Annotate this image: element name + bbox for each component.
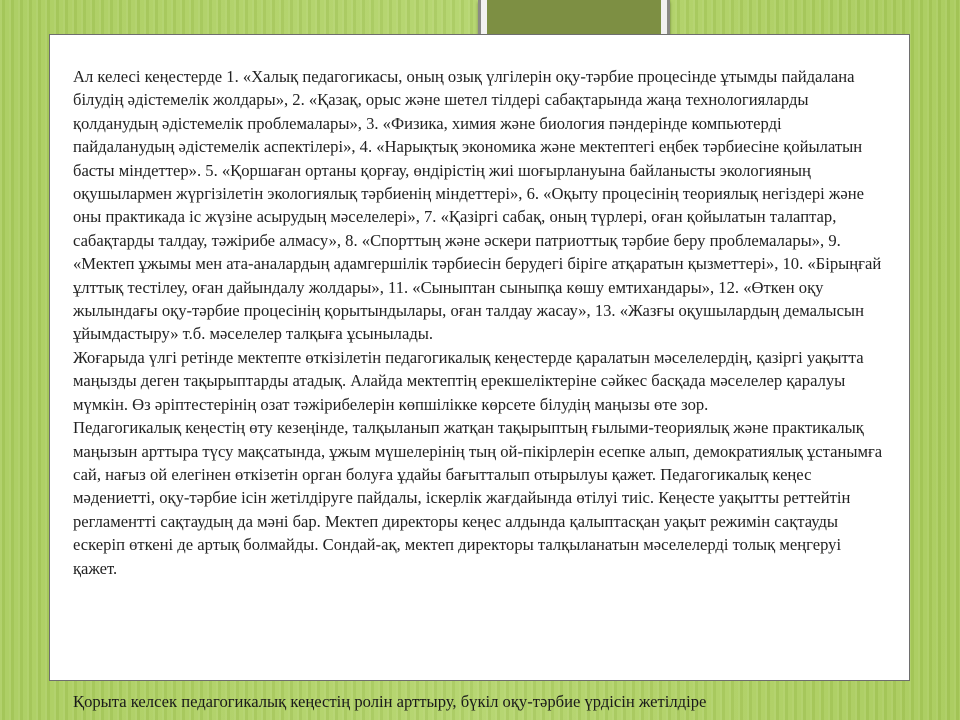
- paragraph-school-topics: Жоғарыда үлгі ретінде мектепте өткізілетін педагогикалық кеңестерде қаралатын мәселелердің, қазіргі уақытта маңызды деген тақырыптарды атадық. Алайда мектептің ерекшеліктеріне сәйкес басқада мәселелер қаралуы мүмкін. Өз әріптестерінің озат тәжірибелерін көпшілікке көрсете білудің маңызы өте зор.: [73, 347, 864, 414]
- slide-text-block: [73, 65, 885, 580]
- overflow-text-line: Қорыта келсек педагогикалық кеңестің ролін арттыру, бүкіл оқу-тәрбие үрдісін жетілдіре: [73, 692, 707, 711]
- paragraph-council-topics: Ал келесі кеңестерде 1. «Халық педагогикасы, оның озық үлгілерін оқу-тәрбие процесінде ұтымды пайдалана білудің әдістемелік жолдары», 2. «Қазақ, орыс және шетел тілдері сабақтарында жаңа технологияларды қолданудың әдістемелік проблемалары», 3. «Физика, химия және биология пәндерінде компьютерді пайдаланудың әдістемелік аспектілері», 4. «Нарықтық экономика және мектептегі еңбек тәрбиесіне қойылатын басты міндеттер». 5. «Қоршаған ортаны қорғау, өндірістің жиі шоғырлануына байланысты экологияның оқушылармен жүргізілетін экологиялық тәрбиенің міндеттері», 6. «Оқыту процесінің теориялық негіздері және оны практикада іс жүзіне асырудың мәселелері», 7. «Қазіргі сабақ, оның түрлері, оған қойылатын талаптар, сабақтарды талдау, тәжірибе алмасу», 8. «Спорттың және әскери патриоттық тәрбие беру проблемалары», 9. «Мектеп ұжымы мен ата-аналардың адамгершілік тәрбиесін берудегі біріге атқаратын қызметтері», 10. «Бірыңғай ұлттық тестілеу, оған дайындалу жолдары», 11. «Сыныптан сыныпқа көшу емтихандары», 12. «Өткен оқу жылындағы оқу-тәрбие процесінің қорытындылары, оған талдау жасау», 13. «Жазғы оқушылардың демалысын ұйымдастыру» т.б. мәселелер талқыға ұсынылады.: [73, 67, 882, 344]
- paragraph-council-conduct: Педагогикалық кеңестің өту кезеңінде, талқыланып жатқан тақырыптың ғылыми-теориялық және практикалық маңызын арттыра түсу мақсатында, ұжым мүшелерінің тың ой-пікірлерін есепке алып, демократиялық ұстанымға сай, нағыз ой елегінен өткізетін орган болуға ұдайы бағытталып отырылуы қажет. Педагогикалық кеңес мәдениетті, оқу-тәрбие ісін жетілдіруге пайдалы, іскерлік жағдайында өтілуі тиіс. Кеңесте уақытты реттейтін регламентті сақтаудың да мәні бар. Мектеп директоры кеңес алдында қалыптасқан уақыт режимін сақтауды ескеріп өткені де артық болмайды. Сондай-ақ, мектеп директоры талқыланатын мәселелерді толық меңгеруі қажет.: [73, 418, 883, 578]
